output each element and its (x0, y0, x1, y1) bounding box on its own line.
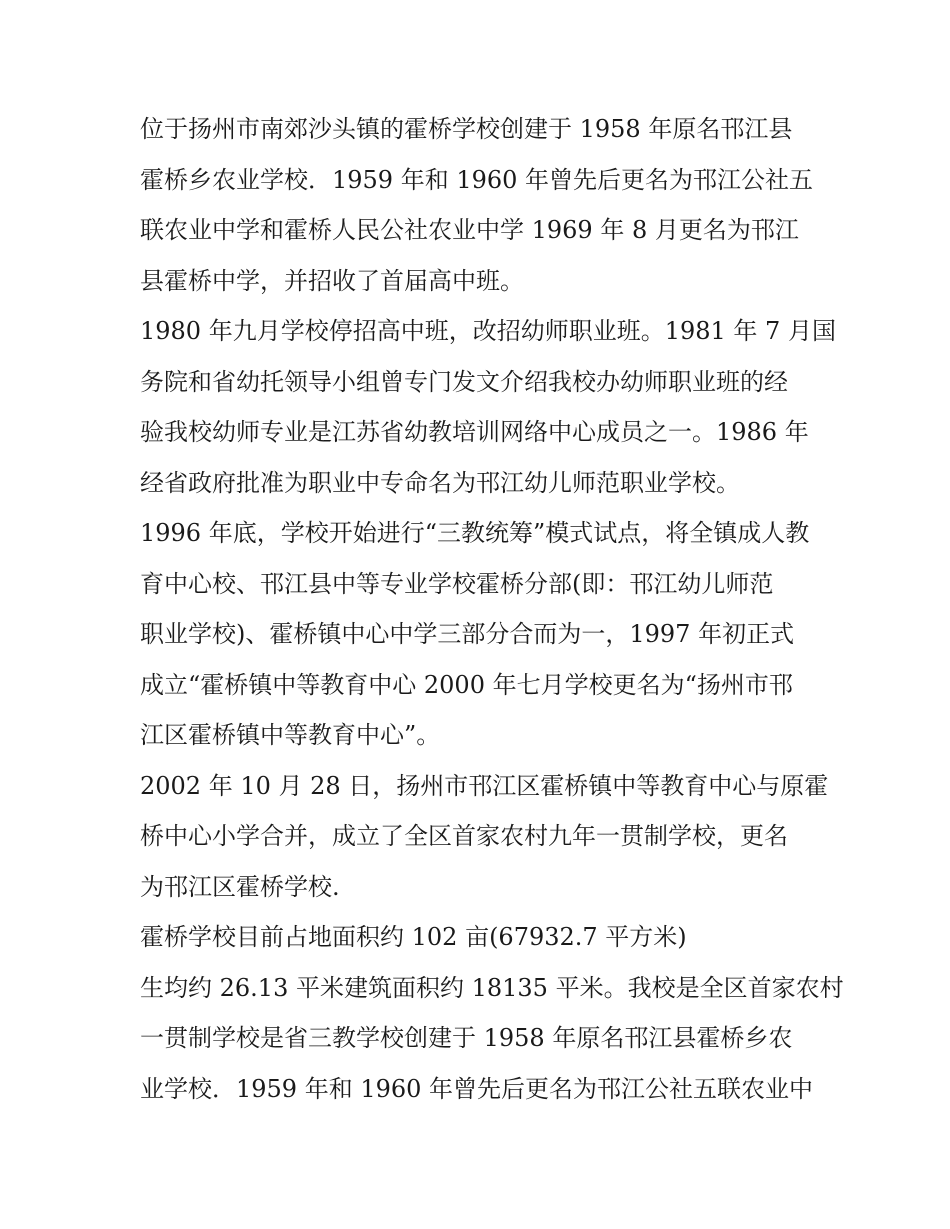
text-line: 联农业中学和霍桥人民公社农业中学 1969 年 8 月更名为邗江 (140, 216, 799, 244)
text-line: 务院和省幼托领导小组曾专门发文介绍我校办幼师职业班的经 (140, 367, 788, 396)
text-line: 霍桥乡农业学校．1959 年和 1960 年曾先后更名为邗江公社五 (140, 165, 814, 194)
text-line: 1996 年底，学校开始进行“三教统筹”模式试点，将全镇成人教 (140, 519, 810, 547)
text-line: 县霍桥中学，并招收了首届高中班。 (140, 266, 524, 295)
text-line: 成立“霍桥镇中等教育中心 2000 年七月学校更名为“扬州市邗 (140, 670, 793, 699)
text-line: 经省政府批准为职业中专命名为邗江幼儿师范职业学校。 (140, 468, 740, 497)
text-line: 验我校幼师专业是江苏省幼教培训网络中心成员之一。1986 年 (140, 418, 809, 446)
text-line: 育中心校、邗江县中等专业学校霍桥分部(即：邗江幼儿师范 (140, 569, 774, 598)
text-line: 为邗江区霍桥学校. (140, 872, 340, 901)
text-line: 位于扬州市南郊沙头镇的霍桥学校创建于 1958 年原名邗江县 (140, 115, 793, 143)
text-line: 江区霍桥镇中等教育中心”。 (140, 721, 441, 749)
text-line: 业学校．1959 年和 1960 年曾先后更名为邗江公社五联农业中 (140, 1074, 814, 1103)
text-line: 1980 年九月学校停招高中班，改招幼师职业班。1981 年 7 月国 (140, 317, 836, 345)
text-line: 一贯制学校是省三教学校创建于 1958 年原名邗江县霍桥乡农 (140, 1024, 793, 1052)
text-line: 2002 年 10 月 28 日，扬州市邗江区霍桥镇中等教育中心与原霍 (140, 771, 829, 800)
text-line: 霍桥学校目前占地面积约 102 亩(67932.7 平方米) (140, 923, 687, 951)
text-line: 生均约 26.13 平米建筑面积约 18135 平米。我校是全区首家农村 (140, 973, 844, 1002)
text-line: 桥中心小学合并，成立了全区首家农村九年一贯制学校，更名 (140, 822, 788, 850)
text-line: 职业学校)、霍桥镇中心中学三部分合而为一，1997 年初正式 (140, 620, 795, 648)
document-body (140, 104, 844, 1114)
